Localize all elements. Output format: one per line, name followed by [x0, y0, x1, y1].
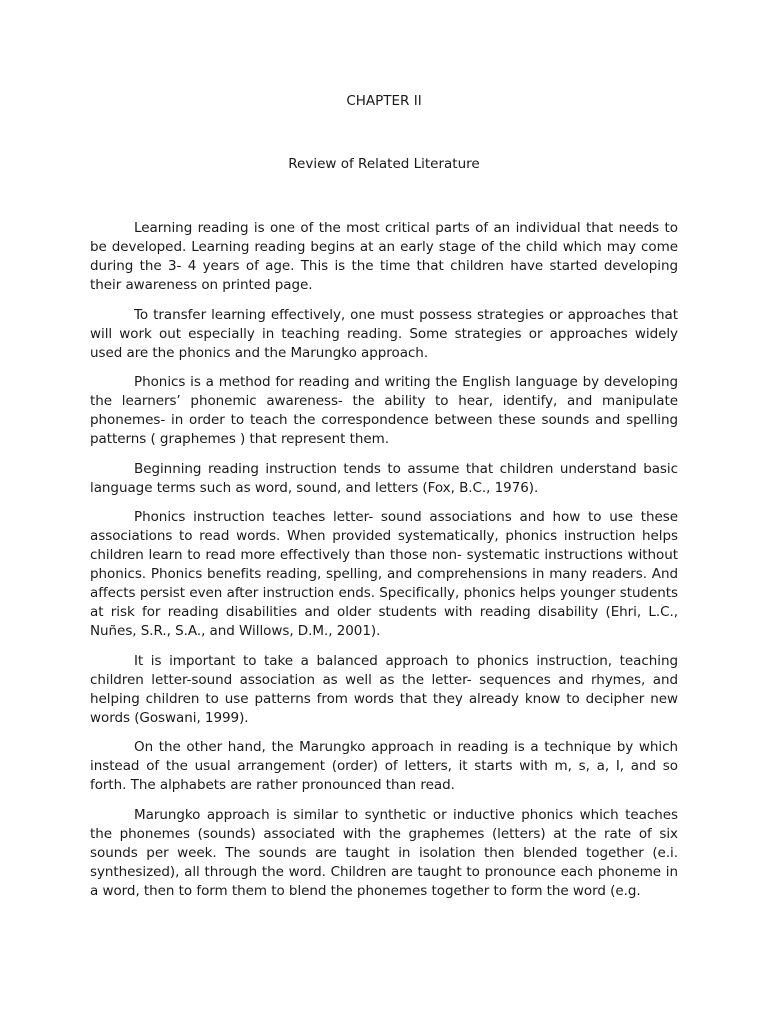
body-text [90, 219, 678, 911]
paragraph-4: Beginning reading instruction tends to assume that children understand basic language terms such as word, sound, and letters (Fox, B.C., 1976). [90, 460, 678, 496]
paragraph-5: Phonics instruction teaches letter- sound associations and how to use these associations to read words. When provided systematically, phonics instruction helps children learn to read more effectively than those non- systematic instructions without phonics. Phonics benefits reading, spelling, and comprehensions in many readers. And affects persist even after instruction ends. Specifically, phonics helps younger students at risk for reading disabilities and older students with reading disability (Ehri, L.C., Nuñes, S.R., S.A., and Willows, D.M., 2001). [90, 509, 678, 639]
chapter-heading: CHAPTER II [346, 93, 422, 109]
paragraph-7: On the other hand, the Marungko approach in reading is a technique by which instead of the usual arrangement (order) of letters, it starts with m, s, a, I, and so forth. The alphabets are rather pronounced than read. [90, 739, 678, 793]
paragraph-3: Phonics is a method for reading and writing the English language by developing the learners’ phonemic awareness- the ability to hear, identify, and manipulate phonemes- in order to teach the correspondence between these sounds and spelling patterns ( graphemes ) that represent them. [90, 374, 678, 447]
paragraph-8: Marungko approach is similar to synthetic or inductive phonics which teaches the phonemes (sounds) associated with the graphemes (letters) at the rate of six sounds per week. The sounds are taught in isolation then blended together (e.i. synthesized), all through the word. Children are taught to pronounce each phoneme in a word, then to form them to blend the phonemes together to form the word (e.g. [90, 806, 678, 899]
paragraph-2: To transfer learning effectively, one must possess strategies or approaches that will work out especially in teaching reading. Some strategies or approaches widely used are the phonics and the Marungko approach. [90, 306, 678, 361]
paragraph-6: It is important to take a balanced approach to phonics instruction, teaching children letter-sound association as well as the letter- sequences and rhymes, and helping children to use patterns from words that they already know to decipher new words (Goswani, 1999). [90, 652, 678, 726]
paragraph-1: Learning reading is one of the most critical parts of an individual that needs to be developed. Learning reading begins at an early stage of the child which may come during the 3- 4 years of age. This is the time that children have started developing their awareness on printed page. [90, 220, 678, 293]
section-title: Review of Related Literature [288, 156, 480, 172]
